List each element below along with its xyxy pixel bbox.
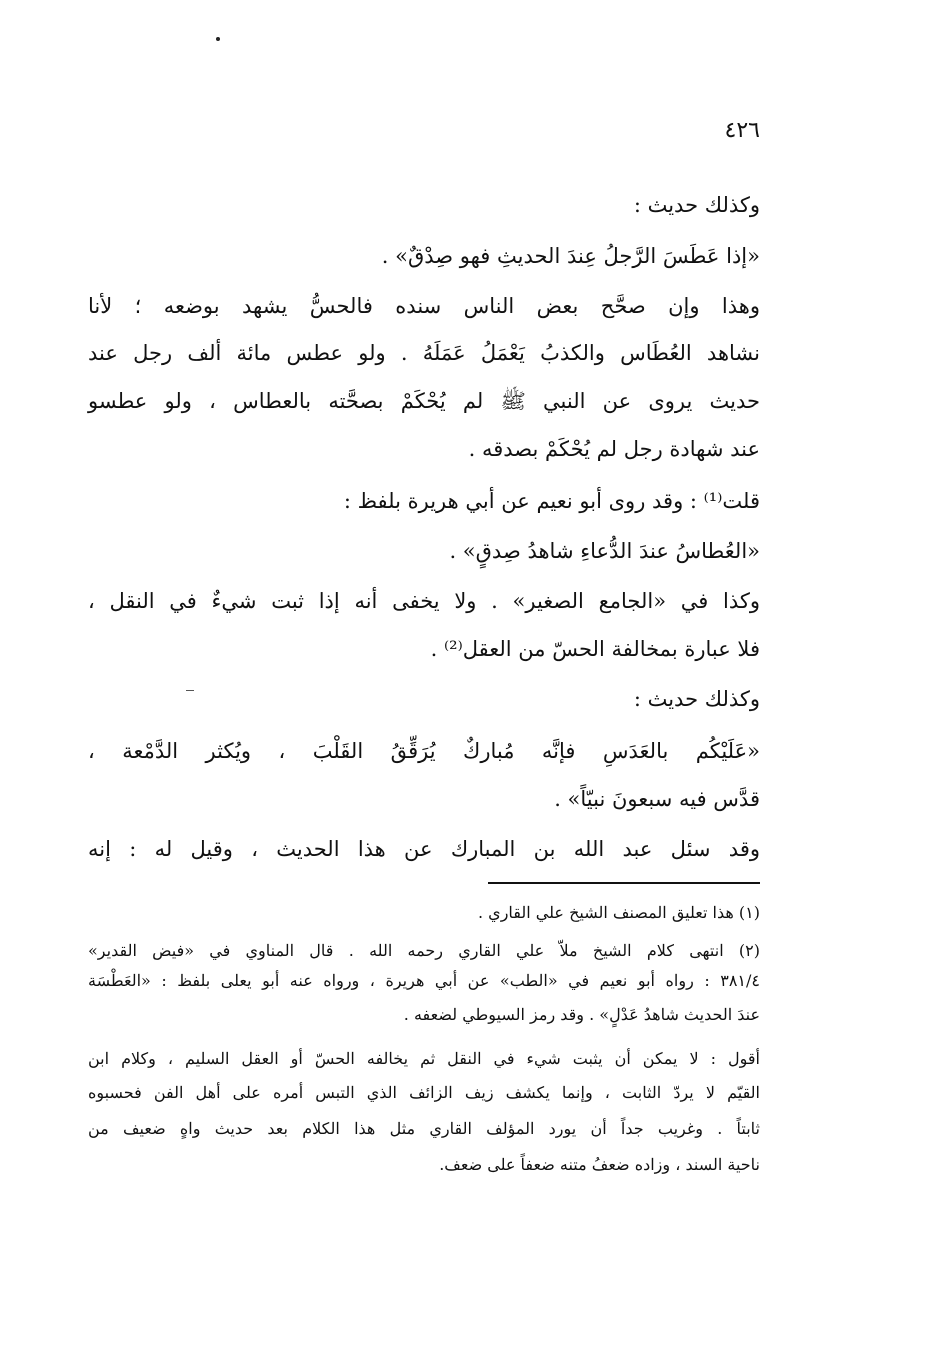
- commentary-line: أقول : لا يمكن أن يثبت شيء في النقل ثم يخالفه الحسّ أو العقل السليم ، وكلام ابن: [88, 1049, 760, 1068]
- hadith-quote: «عَلَيْكُم بالعَدَسِ فإنَّه مُباركٌ يُرَقِّقُ القَلْبَ ، ويُكثر الدَّمْعة ،: [88, 739, 760, 763]
- footnote-1: (١) هذا تعليق المصنف الشيخ علي القاري .: [478, 903, 760, 922]
- hadith-quote: قدَّس فيه سبعونَ نبيّاً» .: [554, 787, 760, 811]
- commentary-line: ثابتاً . وغريب جداً أن يورد المؤلف القاري مثل هذا الكلام بعد حديث واهٍ ضعيف من: [88, 1119, 761, 1138]
- hadith-quote: «العُطاسُ عندَ الدُّعاءِ شاهدُ صِدقٍ» .: [449, 539, 760, 563]
- text-line: وكذا في «الجامع الصغير» . ولا يخفى أنه إذا ثبت شيءٌ في النقل ،: [88, 589, 760, 613]
- page-number: ٤٢٦: [724, 118, 760, 143]
- text-line: وقد سئل عبد الله بن المبارك عن هذا الحديث ، وقيل له : إنه: [88, 837, 760, 861]
- footnote-separator: [488, 882, 760, 884]
- text-line: وكذلك حديث :: [633, 193, 760, 217]
- text-line: حديث يروى عن النبي ﷺ لم يُحْكَمْ بصحَّته بالعطاس ، ولو عطسو: [88, 389, 760, 413]
- commentary-line: القيّم لا يردّ الثابت ، وإنما يكشف زيف الزائف الذي التبس أمره على أهل الفن فحسبوه: [88, 1083, 760, 1102]
- text-line: فلا عبارة بمخالفة الحسّ من العقل⁽²⁾ .: [430, 637, 760, 661]
- scan-speck: [216, 37, 220, 41]
- text-line: قلت⁽¹⁾ : وقد روى أبو نعيم عن أبي هريرة بلفظ :: [343, 489, 760, 513]
- footnote-2-line: (٢) انتهى كلام الشيخ ملاّ علي القاري رحمه الله . قال المناوي في «فيض القدير»: [88, 941, 760, 960]
- hadith-quote: «إذا عَطَسَ الرَّجلُ عِندَ الحديثِ فهو صِدْقٌ» .: [381, 244, 760, 268]
- footnote-2-line: ٣٨١/٤ : رواه أبو نعيم في «الطب» عن أبي هريرة ، ورواه عنه أبو يعلى بلفظ : «العَطْسَة: [88, 971, 760, 990]
- text-line: عند شهادة رجل لم يُحْكَمْ بصدقه .: [468, 437, 760, 461]
- commentary-line: ناحية السند ، وزاده ضعفُ متنه ضعفاً على ضعف.: [439, 1155, 760, 1174]
- footnote-2-line: عندَ الحديث شاهدُ عَدْلٍ» . وقد رمز السيوطي لضعفه .: [403, 1005, 760, 1024]
- text-line: وكذلك حديث :: [633, 687, 760, 711]
- scan-mark: [186, 690, 194, 691]
- text-line: وهذا وإن صحَّح بعض الناس سنده فالحسُّ يشهد بوضعه ؛ لأنا: [88, 294, 760, 318]
- text-line: نشاهد العُطَاس والكذبُ يَعْمَلُ عَمَلَهُ . ولو عطس مائة ألف رجل عند: [88, 341, 760, 365]
